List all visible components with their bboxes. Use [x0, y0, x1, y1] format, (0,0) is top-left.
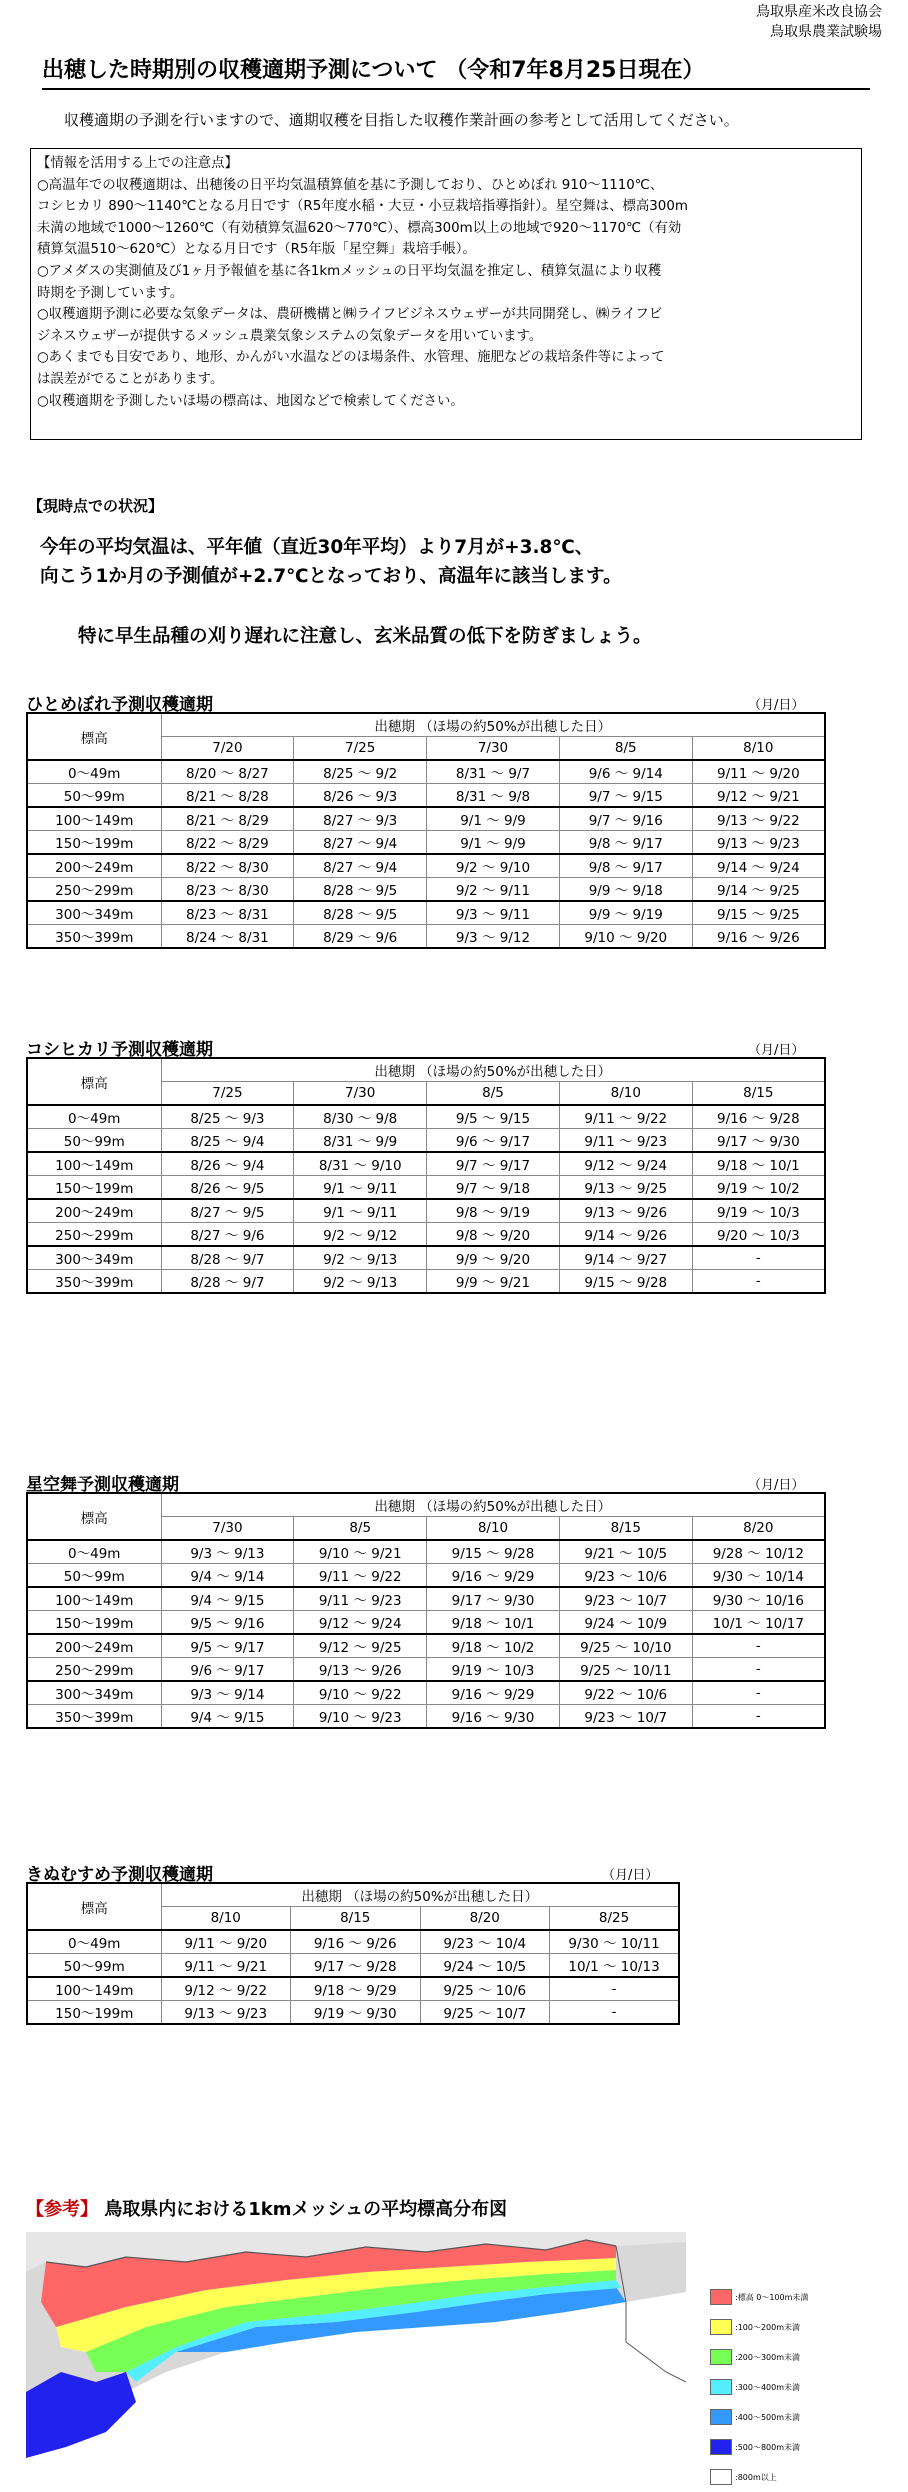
elevation-cell: 50～99m [27, 784, 161, 808]
harvest-range-cell: 9/2 ～ 9/12 [294, 1223, 427, 1247]
harvest-range-cell: 9/18 ～ 10/1 [692, 1152, 825, 1176]
table-row [27, 1199, 825, 1223]
harvest-range-cell: 9/7 ～ 9/15 [559, 784, 692, 808]
harvest-range-cell: 9/7 ～ 9/17 [427, 1152, 560, 1176]
table-row [27, 1658, 825, 1682]
harvest-range-cell: - [550, 1977, 680, 2001]
harvest-range-cell: 9/24 ～ 10/9 [559, 1611, 692, 1635]
harvest-range-cell: - [692, 1246, 825, 1270]
table-row [27, 2001, 679, 2025]
table-title-hitomebore: ひとめぼれ予測収穫適期 [26, 695, 213, 715]
harvest-range-cell: 8/23 ～ 8/31 [161, 901, 294, 925]
table-unit: （月/日） [748, 1043, 805, 1058]
harvest-range-cell: 9/18 ～ 9/29 [291, 1977, 421, 2001]
column-header: 8/10 [559, 1082, 692, 1106]
table-title-koshihikari: コシヒカリ予測収穫適期 [26, 1040, 213, 1060]
legend-label: :200～300m未満 [735, 2352, 801, 2362]
harvest-range-cell: 9/1 ～ 9/9 [427, 807, 560, 831]
harvest-range-cell: 9/9 ～ 9/21 [427, 1270, 560, 1294]
legend-swatch [710, 2469, 732, 2485]
heading-date-header: 出穂期 （ほ場の約50%が出穂した日） [161, 713, 825, 737]
status-line-2: 向こう1か月の予測値が+2.7℃となっており、高温年に該当します。 [40, 566, 622, 587]
harvest-range-cell: 9/16 ～ 9/26 [291, 1930, 421, 1954]
harvest-range-cell: 9/13 ～ 9/22 [692, 807, 825, 831]
status-text [40, 533, 622, 591]
harvest-range-cell: 8/27 ～ 9/4 [294, 831, 427, 855]
column-header: 8/15 [559, 1517, 692, 1541]
column-header: 8/5 [294, 1517, 427, 1541]
harvest-range-cell: 9/4 ～ 9/14 [161, 1564, 294, 1588]
column-header: 7/30 [294, 1082, 427, 1106]
elevation-cell: 150～199m [27, 831, 161, 855]
legend-label: :300～400m未満 [735, 2382, 801, 2392]
harvest-range-cell: 9/13 ～ 9/23 [161, 2001, 291, 2025]
table-row [27, 1681, 825, 1705]
harvest-range-cell: 8/27 ～ 9/5 [161, 1199, 294, 1223]
harvest-range-cell: 9/16 ～ 9/29 [427, 1564, 560, 1588]
yield-table [26, 1057, 826, 1294]
harvest-range-cell: 9/25 ～ 10/6 [420, 1977, 550, 2001]
harvest-range-cell: 8/20 ～ 8/27 [161, 760, 294, 784]
harvest-range-cell: 9/4 ～ 9/15 [161, 1705, 294, 1729]
harvest-range-cell: 9/10 ～ 9/20 [559, 925, 692, 949]
elevation-cell: 50～99m [27, 1129, 161, 1153]
elevation-cell: 150～199m [27, 1176, 161, 1200]
harvest-range-cell: 8/29 ～ 9/6 [294, 925, 427, 949]
harvest-range-cell: 9/23 ～ 10/4 [420, 1930, 550, 1954]
harvest-range-cell: 9/2 ～ 9/11 [427, 878, 560, 902]
table-row [27, 878, 825, 902]
harvest-range-cell: 9/19 ～ 9/30 [291, 2001, 421, 2025]
harvest-range-cell: 8/25 ～ 9/2 [294, 760, 427, 784]
harvest-range-cell: 8/22 ～ 8/29 [161, 831, 294, 855]
harvest-range-cell: 9/15 ～ 9/28 [427, 1540, 560, 1564]
note-line: ○あくまでも目安であり、地形、かんがい水温などのほ場条件、水管理、施肥などの栽培条件等によって [37, 350, 665, 366]
column-header: 8/10 [427, 1517, 560, 1541]
elevation-cell: 0～49m [27, 1540, 161, 1564]
column-header: 8/10 [692, 737, 825, 761]
column-header: 8/15 [291, 1907, 421, 1931]
harvest-range-cell: 9/10 ～ 9/22 [294, 1681, 427, 1705]
table-row [27, 1930, 679, 1954]
table-row [27, 925, 825, 949]
table-row [27, 1634, 825, 1658]
harvest-range-cell: 9/21 ～ 10/5 [559, 1540, 692, 1564]
table-row [27, 1587, 825, 1611]
table-row [27, 1105, 825, 1129]
table-row [27, 1611, 825, 1635]
harvest-range-cell: 9/16 ～ 9/29 [427, 1681, 560, 1705]
elevation-cell: 200～249m [27, 854, 161, 878]
elevation-header: 標高 [27, 1883, 161, 1930]
harvest-range-cell: 9/12 ～ 9/21 [692, 784, 825, 808]
legend-swatch [710, 2289, 732, 2305]
harvest-range-cell: 8/28 ～ 9/5 [294, 878, 427, 902]
harvest-range-cell: 9/22 ～ 10/6 [559, 1681, 692, 1705]
harvest-range-cell: 9/3 ～ 9/11 [427, 901, 560, 925]
harvest-range-cell: 8/31 ～ 9/9 [294, 1129, 427, 1153]
harvest-range-cell: 9/9 ～ 9/18 [559, 878, 692, 902]
elevation-cell: 150～199m [27, 2001, 161, 2025]
harvest-range-cell: 9/6 ～ 9/14 [559, 760, 692, 784]
harvest-range-cell: 9/18 ～ 10/1 [427, 1611, 560, 1635]
harvest-range-cell: 9/19 ～ 10/3 [692, 1199, 825, 1223]
legend-label: :400～500m未満 [735, 2412, 801, 2422]
table-row [27, 1270, 825, 1294]
harvest-range-cell: 9/16 ～ 9/26 [692, 925, 825, 949]
table-row [27, 1176, 825, 1200]
harvest-range-cell: 9/5 ～ 9/15 [427, 1105, 560, 1129]
harvest-range-cell: 9/25 ～ 10/7 [420, 2001, 550, 2025]
harvest-range-cell: 9/19 ～ 10/2 [692, 1176, 825, 1200]
legend-swatch [710, 2319, 732, 2335]
harvest-range-cell: 9/3 ～ 9/12 [427, 925, 560, 949]
elevation-map [26, 2232, 686, 2458]
legend-swatch [710, 2349, 732, 2365]
table-row [27, 1223, 825, 1247]
note-line: 未満の地域で1000～1260℃（有効積算気温620～770℃）、標高300m以上の地域で920～1170℃（有効 [37, 220, 682, 236]
note-line: は誤差がでることがあります。 [37, 371, 224, 387]
harvest-range-cell: 9/28 ～ 10/12 [692, 1540, 825, 1564]
note-line: 時期を予測しています。 [37, 285, 184, 301]
column-header: 7/30 [161, 1517, 294, 1541]
harvest-range-cell: - [692, 1705, 825, 1729]
harvest-range-cell: 9/18 ～ 10/2 [427, 1634, 560, 1658]
table-row [27, 1705, 825, 1729]
elevation-cell: 250～299m [27, 1658, 161, 1682]
reference-heading [26, 2195, 507, 2221]
harvest-range-cell: 9/9 ～ 9/19 [559, 901, 692, 925]
harvest-range-cell: 9/25 ～ 10/11 [559, 1658, 692, 1682]
table-row [27, 831, 825, 855]
note-line: ○収穫適期を予測したいほ場の標高は、地図などで検索してください。 [37, 393, 464, 409]
harvest-range-cell: 8/25 ～ 9/3 [161, 1105, 294, 1129]
harvest-range-cell: 9/7 ～ 9/16 [559, 807, 692, 831]
harvest-range-cell: 9/2 ～ 9/10 [427, 854, 560, 878]
legend-swatch [710, 2439, 732, 2455]
legend-item [710, 2372, 808, 2402]
harvest-range-cell: 9/8 ～ 9/17 [559, 831, 692, 855]
harvest-range-cell: 9/24 ～ 10/5 [420, 1954, 550, 1978]
reference-title: 鳥取県内における1kmメッシュの平均標高分布図 [104, 2199, 508, 2220]
harvest-range-cell: - [692, 1634, 825, 1658]
table-row [27, 854, 825, 878]
table-row [27, 901, 825, 925]
harvest-range-cell: 9/11 ～ 9/21 [161, 1954, 291, 1978]
harvest-range-cell: 9/11 ～ 9/23 [294, 1587, 427, 1611]
harvest-range-cell: 9/17 ～ 9/30 [692, 1129, 825, 1153]
table-unit: （月/日） [602, 1868, 659, 1883]
harvest-range-cell: 9/17 ～ 9/28 [291, 1954, 421, 1978]
elevation-cell: 100～149m [27, 1977, 161, 2001]
harvest-range-cell: 9/7 ～ 9/18 [427, 1176, 560, 1200]
harvest-range-cell: 9/16 ～ 9/30 [427, 1705, 560, 1729]
note-line: 積算気温510～620℃）となる月日です（R5年版「星空舞」栽培手帳）。 [37, 242, 476, 258]
column-header: 8/15 [692, 1082, 825, 1106]
harvest-range-cell: 8/31 ～ 9/8 [427, 784, 560, 808]
harvest-range-cell: 9/15 ～ 9/25 [692, 901, 825, 925]
harvest-range-cell: 9/12 ～ 9/24 [294, 1611, 427, 1635]
harvest-range-cell: 9/11 ～ 9/22 [559, 1105, 692, 1129]
heading-date-header: 出穂期 （ほ場の約50%が出穂した日） [161, 1493, 825, 1517]
harvest-range-cell: 9/10 ～ 9/23 [294, 1705, 427, 1729]
elevation-cell: 100～149m [27, 1152, 161, 1176]
elevation-cell: 100～149m [27, 1587, 161, 1611]
harvest-range-cell: 9/11 ～ 9/23 [559, 1129, 692, 1153]
notes-heading: 【情報を活用する上での注意点】 [37, 156, 238, 171]
harvest-range-cell: 9/23 ～ 10/7 [559, 1587, 692, 1611]
harvest-range-cell: 10/1 ～ 10/13 [550, 1954, 680, 1978]
table-row [27, 760, 825, 784]
column-header: 7/25 [294, 737, 427, 761]
table-row [27, 1246, 825, 1270]
heading-date-header: 出穂期 （ほ場の約50%が出穂した日） [161, 1883, 679, 1907]
harvest-range-cell: 9/1 ～ 9/9 [427, 831, 560, 855]
elevation-cell: 100～149m [27, 807, 161, 831]
harvest-range-cell: 9/19 ～ 10/3 [427, 1658, 560, 1682]
harvest-range-cell: 9/8 ～ 9/20 [427, 1223, 560, 1247]
heading-date-header: 出穂期 （ほ場の約50%が出穂した日） [161, 1058, 825, 1082]
elevation-cell: 350～399m [27, 1270, 161, 1294]
harvest-range-cell: 9/12 ～ 9/22 [161, 1977, 291, 2001]
harvest-range-cell: 9/25 ～ 10/10 [559, 1634, 692, 1658]
harvest-range-cell: 9/1 ～ 9/11 [294, 1199, 427, 1223]
harvest-range-cell: - [550, 2001, 680, 2025]
harvest-range-cell: 9/13 ～ 9/26 [294, 1658, 427, 1682]
harvest-range-cell: 9/2 ～ 9/13 [294, 1270, 427, 1294]
harvest-range-cell: 9/3 ～ 9/14 [161, 1681, 294, 1705]
note-line: コシヒカリ 890～1140℃となる月日です（R5年度水稲・大豆・小豆栽培指導指針）。星空舞は、標高300m [37, 199, 688, 215]
elevation-cell: 250～299m [27, 878, 161, 902]
table-unit: （月/日） [748, 1478, 805, 1493]
elevation-cell: 50～99m [27, 1954, 161, 1978]
elevation-header: 標高 [27, 713, 161, 760]
harvest-range-cell: 8/30 ～ 9/8 [294, 1105, 427, 1129]
elevation-cell: 350～399m [27, 925, 161, 949]
legend-swatch [710, 2409, 732, 2425]
note-line: ○アメダスの実測値及び1ヶ月予報値を基に各1kmメッシュの日平均気温を推定し、積算気温により収穫 [37, 263, 662, 279]
yield-table [26, 712, 826, 949]
table-row [27, 1977, 679, 2001]
harvest-range-cell: 8/28 ～ 9/7 [161, 1270, 294, 1294]
legend-item [710, 2342, 808, 2372]
harvest-range-cell: 9/11 ～ 9/20 [692, 760, 825, 784]
elevation-cell: 0～49m [27, 1930, 161, 1954]
harvest-range-cell: 8/25 ～ 9/4 [161, 1129, 294, 1153]
legend-label: :800m以上 [735, 2472, 777, 2482]
organization-1: 鳥取県産米改良協会 [756, 4, 882, 20]
table-row [27, 1954, 679, 1978]
harvest-range-cell: 9/12 ～ 9/24 [559, 1152, 692, 1176]
note-line: ○収穫適期予測に必要な気象データは、農研機構と㈱ライフビジネスウェザーが共同開発し、㈱ライフビ [37, 307, 663, 323]
elevation-cell: 200～249m [27, 1634, 161, 1658]
harvest-range-cell: 9/20 ～ 10/3 [692, 1223, 825, 1247]
harvest-range-cell: 8/21 ～ 8/28 [161, 784, 294, 808]
yield-table [26, 1492, 826, 1729]
elevation-cell: 300～349m [27, 1681, 161, 1705]
harvest-range-cell: 9/30 ～ 10/11 [550, 1930, 680, 1954]
column-header: 7/30 [427, 737, 560, 761]
harvest-range-cell: 9/14 ～ 9/27 [559, 1246, 692, 1270]
warning-text: 特に早生品種の刈り遅れに注意し、玄米品質の低下を防ぎましょう。 [78, 626, 652, 647]
harvest-range-cell: 8/26 ～ 9/3 [294, 784, 427, 808]
harvest-range-cell: 9/15 ～ 9/28 [559, 1270, 692, 1294]
table-row [27, 1152, 825, 1176]
harvest-range-cell: 9/1 ～ 9/11 [294, 1176, 427, 1200]
legend-label: :100～200m未満 [735, 2322, 801, 2332]
harvest-range-cell: 9/14 ～ 9/25 [692, 878, 825, 902]
harvest-range-cell: 9/13 ～ 9/23 [692, 831, 825, 855]
harvest-range-cell: 9/8 ～ 9/17 [559, 854, 692, 878]
harvest-range-cell: - [692, 1681, 825, 1705]
harvest-range-cell: 8/27 ～ 9/4 [294, 854, 427, 878]
harvest-range-cell: 9/5 ～ 9/16 [161, 1611, 294, 1635]
legend-swatch [710, 2379, 732, 2395]
column-header: 8/10 [161, 1907, 291, 1931]
reference-bracket: 【参考】 [26, 2199, 98, 2220]
elevation-cell: 50～99m [27, 1564, 161, 1588]
elevation-cell: 300～349m [27, 1246, 161, 1270]
harvest-range-cell: 9/14 ～ 9/26 [559, 1223, 692, 1247]
harvest-range-cell: 8/21 ～ 8/29 [161, 807, 294, 831]
harvest-range-cell: 8/22 ～ 8/30 [161, 854, 294, 878]
harvest-range-cell: 9/23 ～ 10/7 [559, 1705, 692, 1729]
intro-text: 収穫適期の予測を行いますので、適期収穫を目指した収穫作業計画の参考として活用してください。 [64, 111, 739, 129]
harvest-range-cell: 9/2 ～ 9/13 [294, 1246, 427, 1270]
elevation-cell: 150～199m [27, 1611, 161, 1635]
harvest-range-cell: 9/6 ～ 9/17 [161, 1658, 294, 1682]
organization-2: 鳥取県農業試験場 [770, 24, 882, 40]
harvest-range-cell: 9/14 ～ 9/24 [692, 854, 825, 878]
harvest-range-cell: 9/3 ～ 9/13 [161, 1540, 294, 1564]
elevation-cell: 250～299m [27, 1223, 161, 1247]
harvest-range-cell: 8/27 ～ 9/3 [294, 807, 427, 831]
table-row [27, 1129, 825, 1153]
harvest-range-cell: - [692, 1270, 825, 1294]
legend-item [710, 2402, 808, 2432]
legend-label: :標高 0～100m未満 [735, 2292, 809, 2302]
column-header: 8/5 [427, 1082, 560, 1106]
harvest-range-cell: 9/16 ～ 9/28 [692, 1105, 825, 1129]
yield-table [26, 1882, 680, 2025]
legend-label: :500～800m未満 [735, 2442, 801, 2452]
map-legend [710, 2282, 808, 2492]
table-row [27, 1540, 825, 1564]
column-header: 8/25 [550, 1907, 680, 1931]
harvest-range-cell: 9/11 ～ 9/20 [161, 1930, 291, 1954]
harvest-range-cell: 8/23 ～ 8/30 [161, 878, 294, 902]
harvest-range-cell: 9/11 ～ 9/22 [294, 1564, 427, 1588]
table-row [27, 1564, 825, 1588]
harvest-range-cell: 9/10 ～ 9/21 [294, 1540, 427, 1564]
harvest-range-cell: 9/12 ～ 9/25 [294, 1634, 427, 1658]
legend-item [710, 2282, 808, 2312]
harvest-range-cell: 8/26 ～ 9/5 [161, 1176, 294, 1200]
harvest-range-cell: 9/4 ～ 9/15 [161, 1587, 294, 1611]
harvest-range-cell: 8/28 ～ 9/5 [294, 901, 427, 925]
column-header: 7/20 [161, 737, 294, 761]
table-unit: （月/日） [748, 698, 805, 713]
elevation-cell: 350～399m [27, 1705, 161, 1729]
table-row [27, 784, 825, 808]
note-line: ○高温年での収穫適期は、出穂後の日平均気温積算値を基に予測しており、ひとめぼれ 910～1110℃、 [37, 177, 664, 193]
table-title-kinumusume: きぬむすめ予測収穫適期 [26, 1865, 213, 1885]
harvest-range-cell: 9/30 ～ 10/16 [692, 1587, 825, 1611]
elevation-cell: 0～49m [27, 1105, 161, 1129]
note-line: ジネスウェザーが提供するメッシュ農業気象システムの気象データを用いています。 [37, 328, 543, 344]
harvest-range-cell: 8/28 ～ 9/7 [161, 1246, 294, 1270]
column-header: 8/5 [559, 737, 692, 761]
status-heading: 【現時点での状況】 [28, 497, 164, 515]
notes-box [30, 148, 862, 440]
page-title: 出穂した時期別の収穫適期予測について （令和7年8月25日現在） [42, 56, 870, 90]
harvest-range-cell: 8/24 ～ 8/31 [161, 925, 294, 949]
harvest-range-cell: 10/1 ～ 10/17 [692, 1611, 825, 1635]
harvest-range-cell: 9/5 ～ 9/17 [161, 1634, 294, 1658]
table-row [27, 807, 825, 831]
table-title-hoshizoramai: 星空舞予測収穫適期 [26, 1475, 179, 1495]
elevation-header: 標高 [27, 1493, 161, 1540]
harvest-range-cell: 8/31 ～ 9/10 [294, 1152, 427, 1176]
elevation-cell: 0～49m [27, 760, 161, 784]
legend-item [710, 2312, 808, 2342]
harvest-range-cell: 9/23 ～ 10/6 [559, 1564, 692, 1588]
harvest-range-cell: 9/13 ～ 9/25 [559, 1176, 692, 1200]
harvest-range-cell: - [692, 1658, 825, 1682]
column-header: 8/20 [692, 1517, 825, 1541]
harvest-range-cell: 8/27 ～ 9/6 [161, 1223, 294, 1247]
harvest-range-cell: 9/17 ～ 9/30 [427, 1587, 560, 1611]
elevation-cell: 300～349m [27, 901, 161, 925]
legend-item [710, 2432, 808, 2462]
harvest-range-cell: 8/26 ～ 9/4 [161, 1152, 294, 1176]
harvest-range-cell: 9/9 ～ 9/20 [427, 1246, 560, 1270]
column-header: 8/20 [420, 1907, 550, 1931]
harvest-range-cell: 8/31 ～ 9/7 [427, 760, 560, 784]
harvest-range-cell: 9/6 ～ 9/17 [427, 1129, 560, 1153]
column-header: 7/25 [161, 1082, 294, 1106]
elevation-header: 標高 [27, 1058, 161, 1105]
elevation-cell: 200～249m [27, 1199, 161, 1223]
harvest-range-cell: 9/13 ～ 9/26 [559, 1199, 692, 1223]
status-line-1: 今年の平均気温は、平年値（直近30年平均）より7月が+3.8℃、 [40, 537, 594, 558]
harvest-range-cell: 9/30 ～ 10/14 [692, 1564, 825, 1588]
harvest-range-cell: 9/8 ～ 9/19 [427, 1199, 560, 1223]
